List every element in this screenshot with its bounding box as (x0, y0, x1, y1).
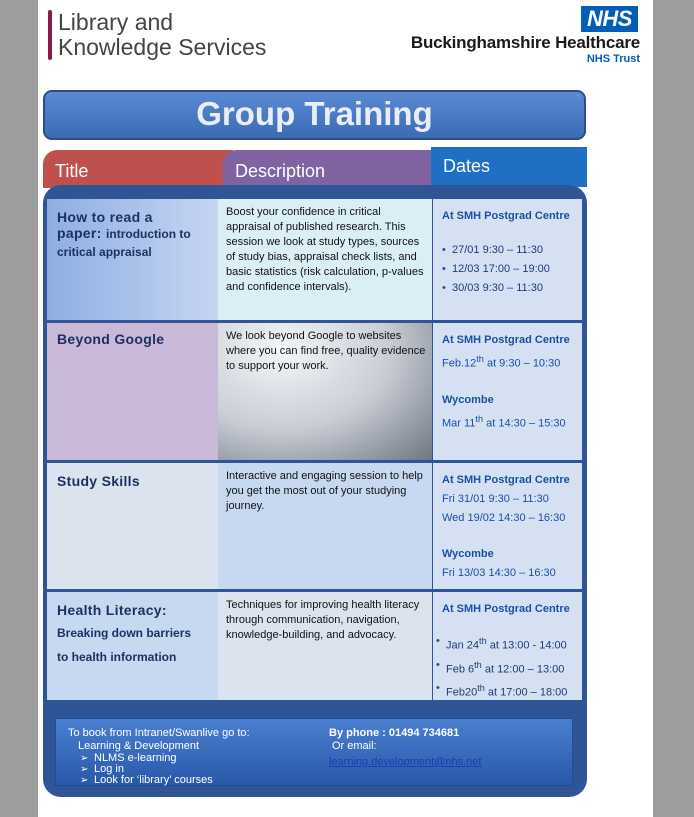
location-label: At SMH Postgrad Centre (442, 603, 570, 615)
booking-footer (55, 718, 573, 786)
trust-name: Buckinghamshire Healthcare (410, 33, 640, 52)
library-line-2: Knowledge Services (58, 34, 267, 60)
email-label: Or email: (332, 740, 377, 752)
row-title: Health Literacy: (57, 602, 167, 618)
list-item: ➢ Log in (82, 764, 250, 775)
row-subtitle: Breaking down barriers (57, 626, 192, 640)
table-row (47, 199, 582, 320)
email-link[interactable]: learning.development@nhs.net (329, 756, 482, 768)
date-list (442, 241, 578, 298)
list-item: Fri 31/01 9:30 – 11:30 (442, 493, 549, 505)
list-item: Fri 13/03 14:30 – 16:30 (442, 567, 556, 579)
library-logo-mark (48, 10, 52, 60)
location-label: At SMH Postgrad Centre (442, 334, 570, 346)
row-title-cell (47, 592, 218, 700)
location-label: Wycombe (442, 548, 494, 560)
row-subtitle: introduction to critical appraisal (57, 227, 191, 259)
tab-dates: Dates (431, 147, 587, 187)
list-item: ➢ Look for ‘library’ courses (82, 775, 250, 786)
booking-steps (68, 753, 250, 786)
row-title-2: paper: (57, 225, 102, 241)
table-row (47, 463, 582, 589)
row-description: Interactive and engaging session to help you get the most out of your studying journey. (218, 463, 432, 589)
location-label: Wycombe (442, 393, 494, 406)
row-description: We look beyond Google to websites where you can find free, quality evidence to support your work. (218, 323, 432, 460)
list-item: ➢ NLMS e-learning (82, 753, 250, 764)
row-dates-cell (433, 463, 582, 589)
contact-info (329, 727, 481, 769)
row-description: Techniques for improving health literacy through communication, navigation, knowledge-building, and advocacy. (218, 592, 432, 700)
row-title-cell (47, 199, 218, 320)
row-title: How to read a (57, 209, 153, 225)
list-item: • Feb20th at 17:00 – 18:00 (436, 679, 578, 703)
list-item: Wed 19/02 14:30 – 16:30 (442, 512, 566, 524)
tab-description: Description (223, 150, 438, 188)
list-item: • Feb 6th at 12:00 – 13:00 (436, 656, 578, 680)
row-title-cell (47, 323, 218, 460)
row-dates-cell (433, 199, 582, 320)
table-row (47, 323, 582, 460)
booking-label: To book from Intranet/Swanlive go to: (68, 727, 250, 739)
library-line-1: Library and (58, 9, 174, 35)
row-subtitle: to health information (57, 650, 177, 664)
trust-subtitle: NHS Trust (586, 53, 640, 65)
list-item: • 27/01 9:30 – 11:30 (442, 241, 578, 260)
list-item: • 30/03 9:30 – 11:30 (442, 279, 578, 298)
row-title: Beyond Google (57, 331, 165, 347)
page-title-banner (43, 90, 586, 140)
row-description: Boost your confidence in critical appraisal of published research. This session we look at study types, sources of study bias, appraisal check lists, and basic statistics (risk calculation, p-values and confidence intervals). (218, 199, 432, 320)
list-item: • Jan 24th at 13:00 - 14:00 (436, 632, 578, 656)
table-row (47, 592, 582, 700)
phone-label: By phone : 01494 734681 (329, 727, 460, 739)
tab-title: Title (43, 150, 233, 188)
row-dates-cell (433, 592, 582, 700)
date-list (436, 632, 578, 703)
list-item: • 12/03 17:00 – 19:00 (442, 260, 578, 279)
row-dates-cell: At SMH Postgrad Centre Feb.12th at 9:30 – 10:30 Wycombe Mar 11th at 14:30 – 15:30 (433, 323, 582, 460)
page-title: Group Training (196, 95, 433, 132)
location-label: At SMH Postgrad Centre (442, 474, 570, 486)
booking-instructions (68, 727, 250, 786)
location-label: At SMH Postgrad Centre (442, 210, 570, 222)
booking-path-root: Learning & Development (78, 740, 200, 752)
nhs-logo: NHS (581, 6, 638, 32)
library-logo-text (58, 10, 358, 60)
row-title-cell (47, 463, 218, 589)
row-title: Study Skills (57, 473, 140, 489)
